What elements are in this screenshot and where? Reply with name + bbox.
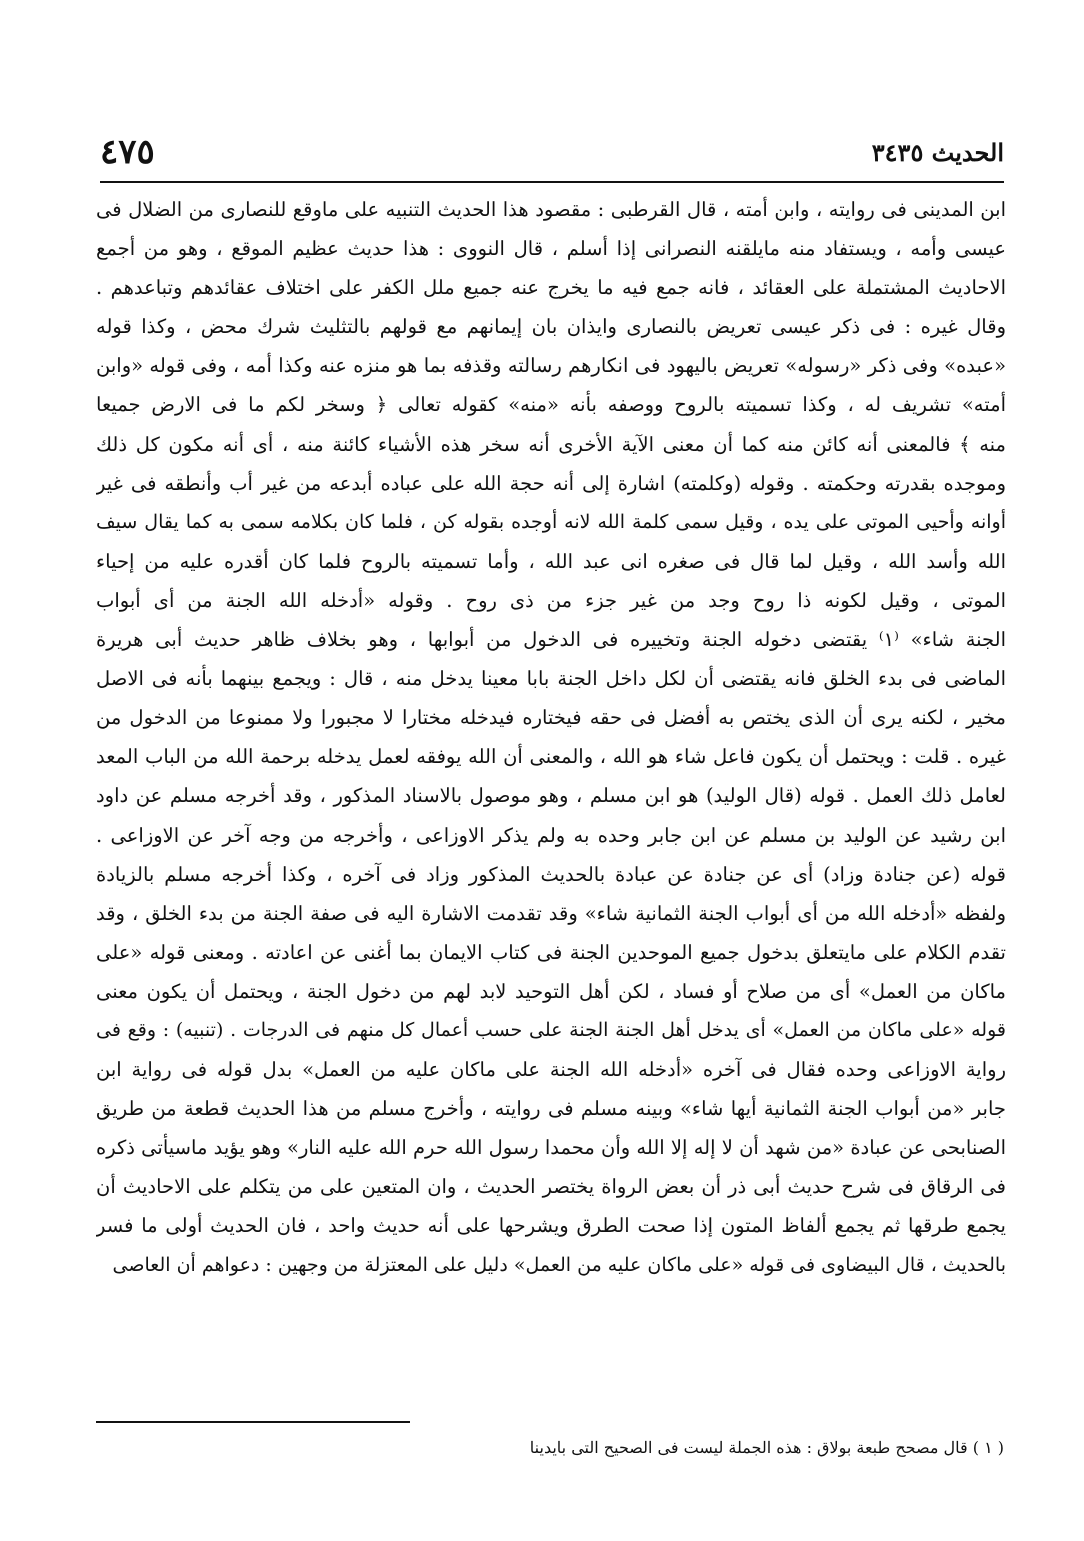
text-line: جابر «من أبواب الجنة الثمانية أيها شاء» وبينه مسلم فى روايته ، وأخرج مسلم من هذا الحديث قطعة من طريق <box>96 1097 1006 1121</box>
text-line: أمته» تشريف له ، وكذا تسميته بالروح ووصفه بأنه «منه» كقوله تعالى ﴿ وسخر لكم ما فى الارض جميعا <box>96 393 1006 417</box>
text-line: ولفظه «أدخله الله من أى أبواب الجنة الثمانية شاء» وقد تقدمت الاشارة اليه فى صفة الجنة من بدء الخلق ، وقد <box>96 901 1006 925</box>
text-line: ماكان من العمل» أى من صلاح أو فساد ، لكن أهل التوحيد لابد لهم من دخول الجنة ، ويحتمل أن يكون معنى <box>96 979 1006 1003</box>
text-line: غيره . قلت : ويحتمل أن يكون فاعل شاء هو الله ، والمعنى أن الله يوفقه لعمل يدخله برحمة الله من الباب المعد <box>96 745 1006 769</box>
text-line: فى الرقاق فى شرح حديث أبى ذر أن بعض الرواة يختصر الحديث ، وان المتعين على من يتكلم على الاحاديث أن <box>96 1175 1006 1199</box>
text-line: مخير ، لكنه يرى أن الذى يختص به أفضل فى حقه فيختاره فيدخله مختارا لا مجبورا ولا ممنوعا من الدخول من <box>96 706 1006 730</box>
text-line: الجنة شاء» ⁽١⁾ يقتضى دخوله الجنة وتخييره فى الدخول من أبوابها ، وهو بخلاف ظاهر حديث أبى هريرة <box>96 628 1006 652</box>
page-header <box>100 132 1004 178</box>
text-line: الاحاديث المشتملة على العقائد ، فانه جمع فيه ما يخرج عنه جميع ملل الكفر على اختلاف عقائدهم وتباعدهم . <box>96 276 1006 300</box>
main-text <box>96 190 1006 1285</box>
header-rule <box>100 181 1004 183</box>
page-number: ٤٧٥ <box>100 132 155 172</box>
running-title: الحديث ٣٤٣٥ <box>871 138 1004 167</box>
text-line: الموتى ، وقيل لكونه ذا روح وجد من غير جزء من ذى روح . وقوله «أدخله الله الجنة من أى أبواب <box>96 588 1006 612</box>
text-line: أوانه وأحيى الموتى على يده ، وقيل سمى كلمة الله لانه أوجده بقوله كن ، فلما كان بكلامه سمى به كما يقال سيف <box>96 510 1006 533</box>
text-line: تقدم الكلام على مايتعلق بدخول جميع الموحدين الجنة فى كتاب الايمان بما أغنى عن اعادته . ومعنى قوله «على <box>96 940 1006 964</box>
text-line: عيسى وأمه ، ويستفاد منه مايلقنه النصرانى إذا أسلم ، قال النووى : هذا حديث عظيم الموقع ، وهو من أجمع <box>96 237 1006 261</box>
text-line: «عبده» وفى ذكر «رسوله» تعريض باليهود فى انكارهم رسالته وقذفه بما هو منزه عنه وكذا أمه ، وفى قوله «وابن <box>96 354 1006 378</box>
text-line: بالحديث ، قال البيضاوى فى قوله «على ماكان عليه من العمل» دليل على المعتزلة من وجهين : دعواهم أن العاصى <box>112 1253 1006 1276</box>
text-line: قوله «على ماكان من العمل» أى يدخل أهل الجنة الجنة على حسب أعمال كل منهم فى الدرجات . (تنبيه) : وقع فى <box>96 1018 1006 1041</box>
text-line: قوله (عن جنادة وزاد) أى عن جنادة عن عبادة بالحديث المذكور وزاد فى آخره ، وكذا أخرجه مسلم بالزيادة <box>96 862 1006 886</box>
text-line: ابن المدينى فى روايته ، وابن أمته ، قال القرطبى : مقصود هذا الحديث التنبيه على ماوقع للنصارى من الضلال فى <box>96 198 1006 221</box>
text-line: وقال غيره : فى ذكر عيسى تعريض بالنصارى وايذان بان إيمانهم مع قولهم بالتثليث شرك محض ، وكذا قوله <box>96 315 1006 339</box>
footnote-rule <box>96 1421 410 1423</box>
text-line: لعامل ذلك العمل . قوله (قال الوليد) هو ابن مسلم ، وهو موصول بالاسناد المذكور ، وقد أخرجه مسلم عن داود <box>96 784 1006 808</box>
text-line: الله وأسد الله ، وقيل لما قال فى صغره انى عبد الله ، وأما تسميته بالروح فلما كان أقدره عليه من إحياء <box>96 549 1006 573</box>
text-line: يجمع طرقها ثم يجمع ألفاظ المتون إذا صحت الطرق ويشرحها على أنه حديث واحد ، فان الحديث أولى ما فسر <box>96 1214 1006 1238</box>
footnote: ( ١ ) قال مصحح طبعة بولاق : هذه الجملة ليست فى الصحيح التى بايدينا <box>529 1438 1004 1457</box>
text-line: الماضى فى بدء الخلق فانه يقتضى أن لكل داخل الجنة بابا معينا يدخل منه ، قال : ويجمع بينهما بأنه فى الاصل <box>96 667 1006 691</box>
text-line: ابن رشيد عن الوليد بن مسلم عن ابن جابر وحده به ولم يذكر الاوزاعى ، وأخرجه من وجه آخر عن الاوزاعى . <box>96 823 1006 847</box>
text-line: الصنابحى عن عبادة «من شهد أن لا إله إلا الله وأن محمدا رسول الله حرم الله عليه النار» وهو يؤيد ماسيأتى ذكره <box>96 1136 1006 1160</box>
text-line: منه ﴾ فالمعنى أنه كائن منه كما أن معنى الآية الأخرى أنه سخر هذه الأشياء كائنة منه ، أى أنه مكون كل ذلك <box>96 432 1006 456</box>
text-line: رواية الاوزاعى وحده فقال فى آخره «أدخله الله الجنة على ماكان عليه من العمل» بدل قوله فى رواية ابن <box>96 1058 1006 1082</box>
text-line: وموجده بقدرته وحكمته . وقوله (وكلمته) اشارة إلى أنه حجة الله على عباده أبدعه من غير أب وأنطقه فى غير <box>96 471 1006 495</box>
